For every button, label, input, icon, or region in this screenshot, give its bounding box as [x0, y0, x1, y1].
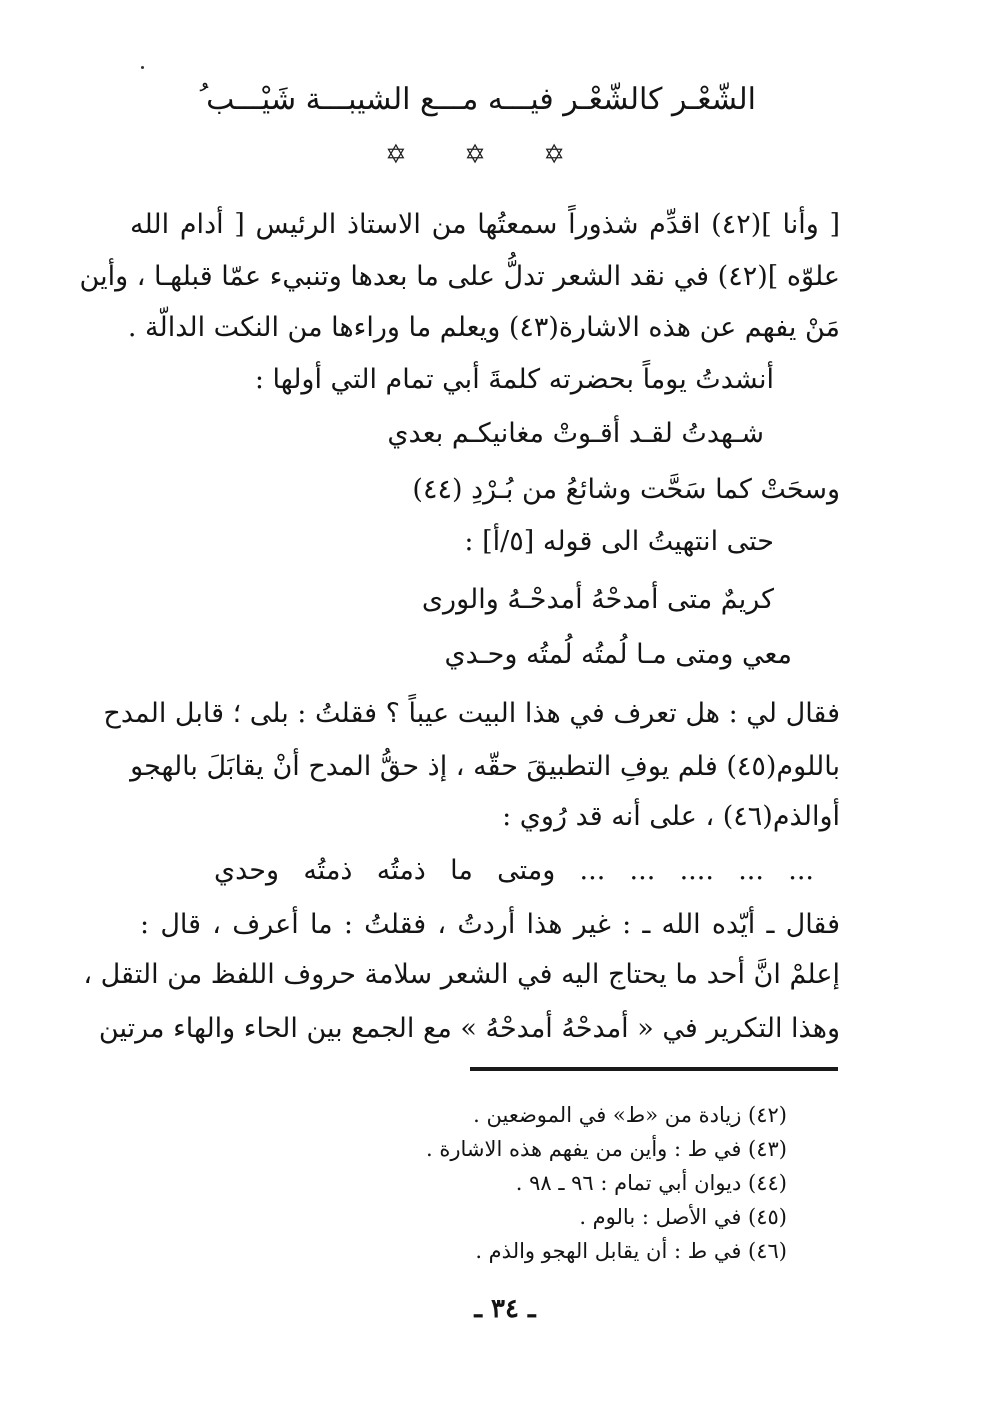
- body-line: أنشدتُ يوماً بحضرته كلمةَ أبي تمام التي أولها :: [254, 364, 774, 395]
- body-line: أوالذم(٤٦) ، على أنه قد رُوي :: [502, 801, 840, 832]
- body-line: فقال لي : هل تعرف في هذا البيت عيباً ؟ فقلتُ : بلى ؛ قابل المدح: [103, 698, 840, 729]
- verse-line: كريمٌ متى أمدحْهُ أمدحْـهُ والورى: [421, 584, 774, 615]
- section-ornament: [385, 140, 565, 170]
- body-line: وهذا التكرير في « أمدحْهُ أمدحْهُ » مع الجمع بين الحاء والهاء مرتين: [98, 1013, 840, 1044]
- body-line: علوّه ](٤٢) في نقد الشعر تدلُّ على ما بعدها وتنبيء عمّا قبلهـا ، وأين: [79, 261, 840, 292]
- verse-line: ... ... .... ... ... ومتى ما ذمتُه ذمتُه وحدي: [214, 855, 814, 886]
- body-line: فقال ـ أيّده الله ـ : غير هذا أردتُ ، فقلتُ : ما أعرف ، قال :: [140, 909, 840, 940]
- verse-line: وسحَتْ كما سَحَّت وشائعُ من بُـرْدِ (٤٤): [412, 474, 840, 505]
- page-number: ـ ٣٤ ـ: [474, 1294, 536, 1324]
- star-icon: ✡: [464, 140, 486, 170]
- body-line: حتى انتهيتُ الى قوله [٥/أ] :: [464, 526, 774, 557]
- body-line: [ وأنا ](٤٢) اقدِّم شذوراً سمعتُها من الاستاذ الرئيس [ أدام الله: [130, 209, 840, 240]
- body-line: باللوم(٤٥) فلم يوفِ التطبيقَ حقّه ، إذ حقُّ المدح أنْ يقابَلَ بالهجو: [130, 751, 840, 782]
- star-icon: ✡: [385, 140, 407, 170]
- footnote: (٤٢) زيادة من «ط» في الموضعين .: [473, 1103, 787, 1127]
- page-header: الشّعْـر كالشّعْـر فيـــه مـــع الشيبـــة شَيْـــب ُ: [196, 82, 756, 117]
- verse-line: معي ومتى مـا لُمتُه لُمتُه وحـدي: [444, 639, 792, 670]
- footnote-divider: [470, 1067, 838, 1071]
- scan-speck: [141, 66, 144, 69]
- verse-line: شـهدتُ لقـد أقـوتْ مغانيكـم بعدي: [387, 418, 764, 449]
- footnote: (٤٤) ديوان أبي تمام : ٩٦ ـ ٩٨ .: [515, 1171, 787, 1195]
- footnote: (٤٣) في ط : وأين من يفهم هذه الاشارة .: [426, 1137, 787, 1161]
- body-line: مَنْ يفهم عن هذه الاشارة(٤٣) ويعلم ما وراءها من النكت الدالّة .: [127, 312, 840, 343]
- body-line: إعلمْ انَّ أحد ما يحتاج اليه في الشعر سلامة حروف اللفظ من التقل ،: [83, 959, 840, 990]
- footnote: (٤٥) في الأصل : بالوم .: [579, 1205, 787, 1229]
- star-icon: ✡: [543, 140, 565, 170]
- footnote: (٤٦) في ط : أن يقابل الهجو والذم .: [475, 1239, 787, 1263]
